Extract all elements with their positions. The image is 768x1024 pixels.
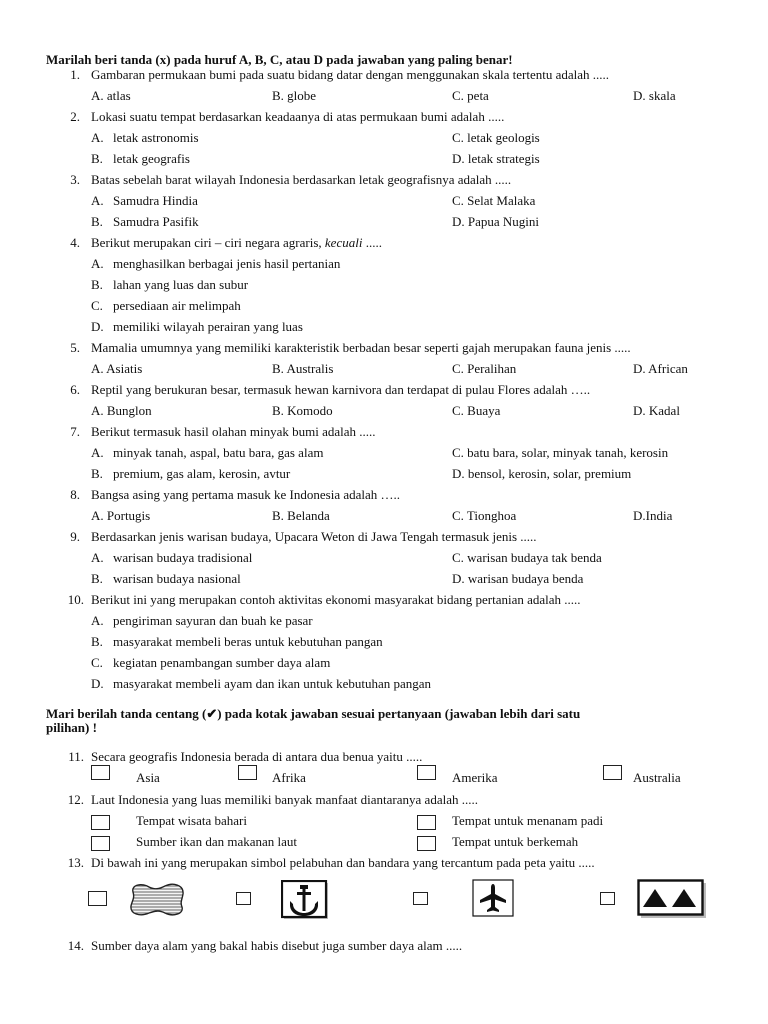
q4-text (91, 235, 382, 250)
q10-option-c-label: C. (91, 655, 103, 670)
q8-text: Bangsa asing yang pertama masuk ke Indonesia adalah ….. (91, 487, 401, 502)
q4-option-d[interactable]: memiliki wilayah perairan yang luas (113, 319, 303, 334)
q10-text: Berikut ini yang merupakan contoh aktivitas ekonomi masyarakat bidang pertanian adalah ..... (91, 592, 581, 607)
q2-option-d[interactable]: D. letak strategis (452, 151, 540, 166)
q12-checkbox-ikan[interactable] (91, 836, 110, 851)
q9-option-b[interactable]: warisan budaya nasional (113, 571, 241, 586)
q5-option-c[interactable]: C. Peralihan (452, 361, 517, 376)
q11-option-asia: Asia (136, 770, 160, 785)
q8-option-c[interactable]: C. Tionghoa (452, 508, 517, 523)
q1-number: 1. (70, 67, 80, 82)
airplane-icon (472, 879, 514, 917)
q7-option-d[interactable]: D. bensol, kerosin, solar, premium (452, 466, 632, 481)
q5-number: 5. (70, 340, 80, 355)
q1-option-d[interactable]: D. skala (633, 88, 676, 103)
lake-icon (127, 880, 187, 918)
q10-option-b[interactable]: masyarakat membeli beras untuk kebutuhan pangan (113, 634, 383, 649)
q11-number: 11. (68, 749, 84, 764)
mountain-icon (637, 879, 707, 919)
q6-option-a[interactable]: A. Bunglon (91, 403, 152, 418)
q7-option-a[interactable]: minyak tanah, aspal, batu bara, gas alam (113, 445, 324, 460)
q4-option-d-label: D. (91, 319, 104, 334)
q1-option-a[interactable]: A. atlas (91, 88, 131, 103)
q1-text: Gambaran permukaan bumi pada suatu bidang datar dengan menggunakan skala tertentu adalah ..... (91, 67, 610, 82)
q10-option-a-label: A. (91, 613, 104, 628)
q2-option-c[interactable]: C. letak geologis (452, 130, 540, 145)
q4-option-b[interactable]: lahan yang luas dan subur (113, 277, 249, 292)
q11-checkbox-australia[interactable] (603, 765, 622, 780)
q12-number: 12. (67, 792, 84, 807)
q2-option-b[interactable]: letak geografis (113, 151, 190, 166)
q2-option-a-label: A. (91, 130, 104, 145)
q7-number: 7. (70, 424, 80, 439)
q2-option-b-label: B. (91, 151, 103, 166)
q13-checkbox-3[interactable] (413, 892, 428, 905)
q10-option-c[interactable]: kegiatan penambangan sumber daya alam (113, 655, 331, 670)
q9-option-a[interactable]: warisan budaya tradisional (113, 550, 253, 565)
q10-number: 10. (67, 592, 84, 607)
q12-checkbox-padi[interactable] (417, 815, 436, 830)
q8-option-d[interactable]: D.India (633, 508, 673, 523)
q5-text: Mamalia umumnya yang memiliki karakteristik berbadan besar seperti gajah merupakan fauna jenis ..... (91, 340, 631, 355)
q12-option-wisata: Tempat wisata bahari (136, 813, 247, 828)
q14-number: 14. (67, 938, 84, 953)
q10-option-b-label: B. (91, 634, 103, 649)
q11-checkbox-amerika[interactable] (417, 765, 436, 780)
q12-option-ikan: Sumber ikan dan makanan laut (136, 834, 298, 849)
section2-instruction-line2: pilihan) ! (46, 720, 97, 735)
q11-text: Secara geografis Indonesia berada di antara dua benua yaitu ..... (91, 749, 423, 764)
q4-option-c[interactable]: persediaan air melimpah (113, 298, 241, 313)
q5-option-a[interactable]: A. Asiatis (91, 361, 143, 376)
q6-option-d[interactable]: D. Kadal (633, 403, 680, 418)
section2-instruction-line1: Mari berilah tanda centang (✔) pada kotak jawaban sesuai pertanyaan (jawaban lebih dari satu (46, 706, 581, 721)
q3-option-b-label: B. (91, 214, 103, 229)
q9-option-b-label: B. (91, 571, 103, 586)
q3-number: 3. (70, 172, 80, 187)
q10-option-d[interactable]: masyarakat membeli ayam dan ikan untuk kebutuhan pangan (113, 676, 432, 691)
q4-text-main: Berikut merupakan ciri – ciri negara agraris, (91, 235, 325, 250)
q4-text-emphasis: kecuali (324, 235, 363, 250)
q5-option-d[interactable]: D. African (633, 361, 688, 376)
q9-option-d[interactable]: D. warisan budaya benda (452, 571, 584, 586)
q12-checkbox-berkemah[interactable] (417, 836, 436, 851)
q12-option-berkemah: Tempat untuk berkemah (452, 834, 579, 849)
q4-option-b-label: B. (91, 277, 103, 292)
q7-option-b[interactable]: premium, gas alam, kerosin, avtur (113, 466, 291, 481)
q1-option-c[interactable]: C. peta (452, 88, 489, 103)
q11-checkbox-asia[interactable] (91, 765, 110, 780)
q8-option-b[interactable]: B. Belanda (272, 508, 330, 523)
anchor-icon (281, 880, 329, 920)
q2-text: Lokasi suatu tempat berdasarkan keadaanya di atas permukaan bumi adalah ..... (91, 109, 505, 124)
q13-checkbox-4[interactable] (600, 892, 615, 905)
q3-option-b[interactable]: Samudra Pasifik (113, 214, 199, 229)
q13-checkbox-2[interactable] (236, 892, 251, 905)
q9-number: 9. (70, 529, 80, 544)
q8-option-a[interactable]: A. Portugis (91, 508, 151, 523)
q7-option-a-label: A. (91, 445, 104, 460)
q6-option-b[interactable]: B. Komodo (272, 403, 333, 418)
q12-text: Laut Indonesia yang luas memiliki banyak manfaat diantaranya adalah ..... (91, 792, 478, 807)
q3-option-d[interactable]: D. Papua Nugini (452, 214, 540, 229)
q12-option-padi: Tempat untuk menanam padi (452, 813, 604, 828)
q12-checkbox-wisata[interactable] (91, 815, 110, 830)
q6-number: 6. (70, 382, 80, 397)
q6-text: Reptil yang berukuran besar, termasuk hewan karnivora dan terdapat di pulau Flores adalah ….. (91, 382, 591, 397)
q4-option-a-label: A. (91, 256, 104, 271)
q11-option-amerika: Amerika (452, 770, 498, 785)
q9-option-c[interactable]: C. warisan budaya tak benda (452, 550, 602, 565)
q3-option-c[interactable]: C. Selat Malaka (452, 193, 536, 208)
q4-option-a[interactable]: menghasilkan berbagai jenis hasil pertanian (113, 256, 341, 271)
q3-text: Batas sebelah barat wilayah Indonesia berdasarkan letak geografisnya adalah ..... (91, 172, 512, 187)
q9-text: Berdasarkan jenis warisan budaya, Upacara Weton di Jawa Tengah termasuk jenis ..... (91, 529, 537, 544)
q7-option-c[interactable]: C. batu bara, solar, minyak tanah, kerosin (452, 445, 669, 460)
q10-option-a[interactable]: pengiriman sayuran dan buah ke pasar (113, 613, 313, 628)
q9-option-a-label: A. (91, 550, 104, 565)
q5-option-b[interactable]: B. Australis (272, 361, 334, 376)
section1-instruction: Marilah beri tanda (x) pada huruf A, B, C, atau D pada jawaban yang paling benar! (46, 52, 513, 67)
q14-text: Sumber daya alam yang bakal habis disebut juga sumber daya alam ..... (91, 938, 463, 953)
q6-option-c[interactable]: C. Buaya (452, 403, 501, 418)
q7-text: Berikut termasuk hasil olahan minyak bumi adalah ..... (91, 424, 376, 439)
q11-option-afrika: Afrika (272, 770, 306, 785)
q10-option-d-label: D. (91, 676, 104, 691)
q4-option-c-label: C. (91, 298, 103, 313)
q4-text-end: ..... (362, 235, 382, 250)
q11-option-australia: Australia (633, 770, 681, 785)
q2-number: 2. (70, 109, 80, 124)
q13-checkbox-1[interactable] (88, 891, 107, 906)
q4-number: 4. (70, 235, 80, 250)
q11-checkbox-afrika[interactable] (238, 765, 257, 780)
q7-option-b-label: B. (91, 466, 103, 481)
q2-option-a[interactable]: letak astronomis (113, 130, 199, 145)
q1-option-b[interactable]: B. globe (272, 88, 317, 103)
q8-number: 8. (70, 487, 80, 502)
q13-number: 13. (67, 855, 84, 870)
q3-option-a-label: A. (91, 193, 104, 208)
q3-option-a[interactable]: Samudra Hindia (113, 193, 198, 208)
q13-text: Di bawah ini yang merupakan simbol pelabuhan dan bandara yang tercantum pada peta yaitu ..... (91, 855, 595, 870)
